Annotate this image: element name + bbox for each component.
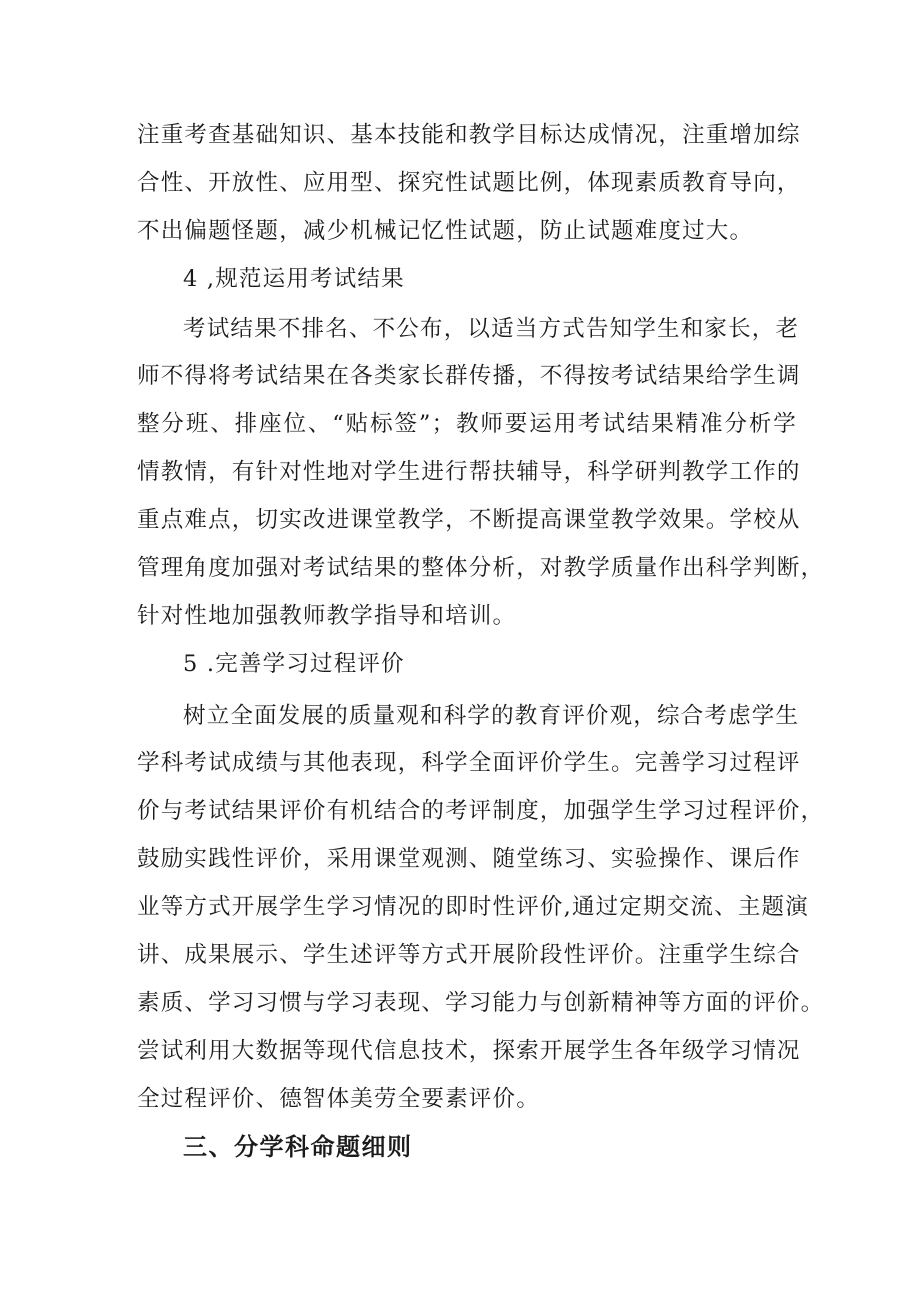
section-5-heading: 5 .完善学习过程评价 [183, 651, 405, 677]
paragraph-line: 合性、开放性、应用型、探究性试题比例，体现素质教育导向， [137, 170, 801, 196]
paragraph-line: 情教情，有针对性地对学生进行帮扶辅导，科学研判教学工作的 [137, 459, 801, 485]
paragraph-line: 树立全面发展的质量观和科学的教育评价观，综合考虑学生 [183, 703, 800, 729]
paragraph-line: 鼓励实践性评价，采用课堂观测、随堂练习、实验操作、课后作 [137, 846, 801, 872]
paragraph-line: 业等方式开展学生学习情况的即时性评价,通过定期交流、主题演 [137, 894, 809, 920]
paragraph-line: 考试结果不排名、不公布，以适当方式告知学生和家长，老 [183, 316, 800, 342]
section-4-heading: 4 ,规范运用考试结果 [183, 266, 405, 292]
paragraph-line: 素质、学习习惯与学习表现、学习能力与创新精神等方面的评价。 [137, 990, 825, 1016]
paragraph-line: 管理角度加强对考试结果的整体分析，对教学质量作出科学判断， [137, 555, 825, 581]
paragraph-line: 重点难点，切实改进课堂教学，不断提高课堂教学效果。学校从 [137, 507, 801, 533]
paragraph-line: 不出偏题怪题，减少机械记忆性试题，防止试题难度过大。 [137, 218, 754, 244]
section-3-title: 三、分学科命题细则 [183, 1133, 413, 1161]
paragraph-line: 注重考查基础知识、基本技能和教学目标达成情况，注重增加综 [137, 122, 801, 148]
paragraph-line: 整分班、排座位、“贴标签”；教师要运用考试结果精准分析学 [137, 411, 797, 437]
paragraph-line: 尝试利用大数据等现代信息技术，探索开展学生各年级学习情况 [137, 1038, 801, 1064]
paragraph-line: 价与考试结果评价有机结合的考评制度，加强学生学习过程评价， [137, 798, 825, 824]
paragraph-line: 学科考试成绩与其他表现，科学全面评价学生。完善学习过程评 [137, 750, 801, 776]
paragraph-line: 针对性地加强教师教学指导和培训。 [137, 603, 517, 629]
paragraph-line: 全过程评价、德智体美劳全要素评价。 [137, 1086, 540, 1112]
paragraph-line: 师不得将考试结果在各类家长群传播，不得按考试结果给学生调 [137, 363, 801, 389]
paragraph-line: 讲、成果展示、学生述评等方式开展阶段性评价。注重学生综合 [137, 942, 801, 968]
